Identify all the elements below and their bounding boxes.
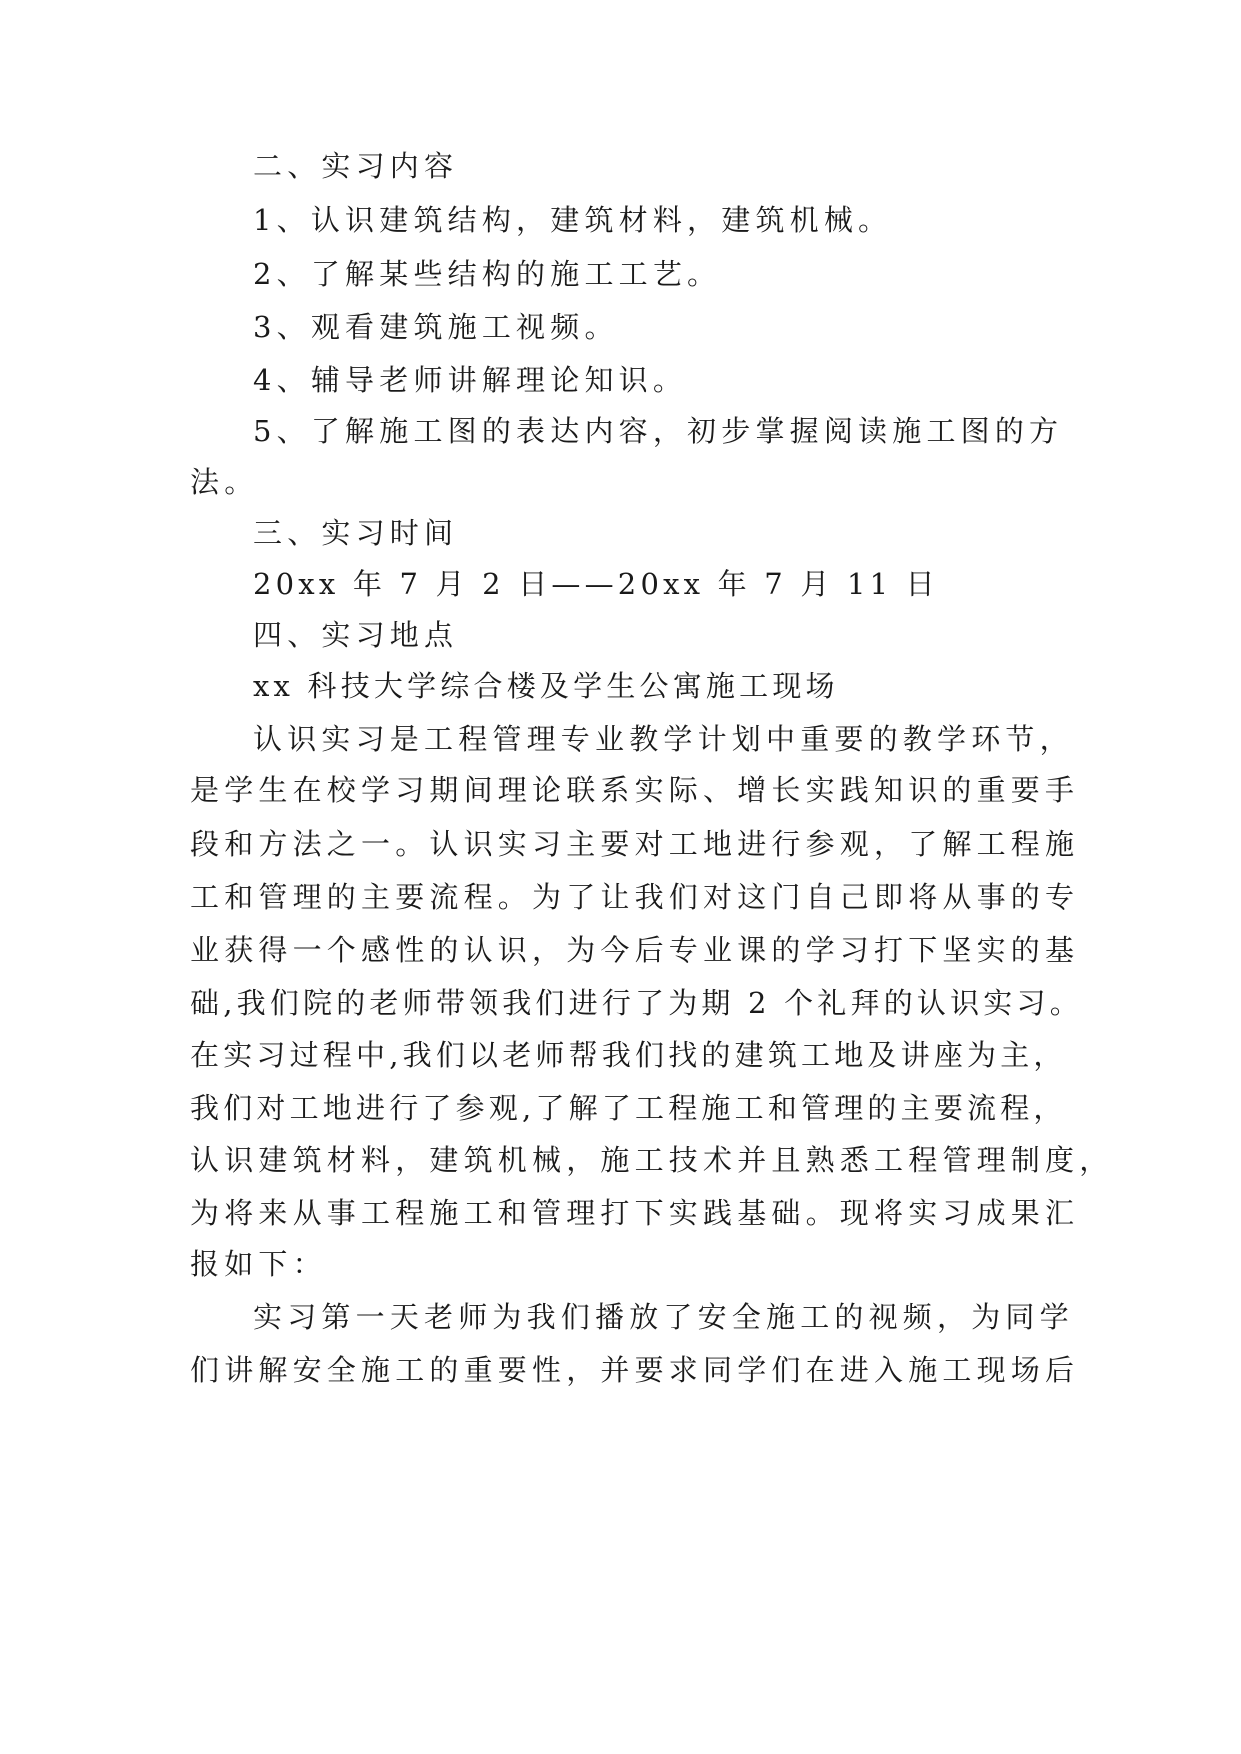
- paragraph-1-line-1: 认识实习是工程管理专业教学计划中重要的教学环节，: [253, 722, 1074, 756]
- content-item-2: 2、了解某些结构的施工工艺。: [253, 257, 722, 291]
- heading-internship-location: 四、实习地点: [253, 618, 459, 652]
- internship-time-range: 20xx 年 7 月 2 日——20xx 年 7 月 11 日: [253, 567, 939, 601]
- content-item-4: 4、辅导老师讲解理论知识。: [253, 363, 688, 397]
- paragraph-1-line-6: 础,我们院的老师带领我们进行了为期 2 个礼拜的认识实习。: [190, 986, 1083, 1020]
- paragraph-1-line-7: 在实习过程中,我们以老师帮我们找的建筑工地及讲座为主，: [190, 1038, 1067, 1072]
- content-item-3: 3、观看建筑施工视频。: [253, 310, 619, 344]
- paragraph-1-line-3: 段和方法之一。认识实习主要对工地进行参观，了解工程施: [190, 827, 1080, 861]
- content-item-1: 1、认识建筑结构，建筑材料，建筑机械。: [253, 203, 893, 237]
- content-item-5-line-1: 5、了解施工图的表达内容，初步掌握阅读施工图的方: [253, 414, 1064, 448]
- heading-internship-time: 三、实习时间: [253, 516, 459, 550]
- paragraph-1-line-5: 业获得一个感性的认识，为今后专业课的学习打下坚实的基: [190, 933, 1080, 967]
- paragraph-1-line-11: 报如下：: [190, 1247, 327, 1281]
- paragraph-1-line-2: 是学生在校学习期间理论联系实际、增长实践知识的重要手: [190, 773, 1080, 807]
- content-item-5-line-2: 法。: [190, 465, 259, 499]
- paragraph-1-line-8: 我们对工地进行了参观,了解了工程施工和管理的主要流程，: [190, 1091, 1067, 1125]
- paragraph-1-line-4: 工和管理的主要流程。为了让我们对这门自己即将从事的专: [190, 880, 1080, 914]
- heading-internship-content: 二、实习内容: [253, 149, 459, 183]
- paragraph-1-line-9: 认识建筑材料，建筑机械，施工技术并且熟悉工程管理制度，: [190, 1143, 1114, 1177]
- paragraph-2-line-2: 们讲解安全施工的重要性，并要求同学们在进入施工现场后: [190, 1353, 1080, 1387]
- internship-location: xx 科技大学综合楼及学生公寓施工现场: [253, 669, 839, 703]
- paragraph-2-line-1: 实习第一天老师为我们播放了安全施工的视频，为同学: [253, 1300, 1074, 1334]
- paragraph-1-line-10: 为将来从事工程施工和管理打下实践基础。现将实习成果汇: [190, 1196, 1080, 1230]
